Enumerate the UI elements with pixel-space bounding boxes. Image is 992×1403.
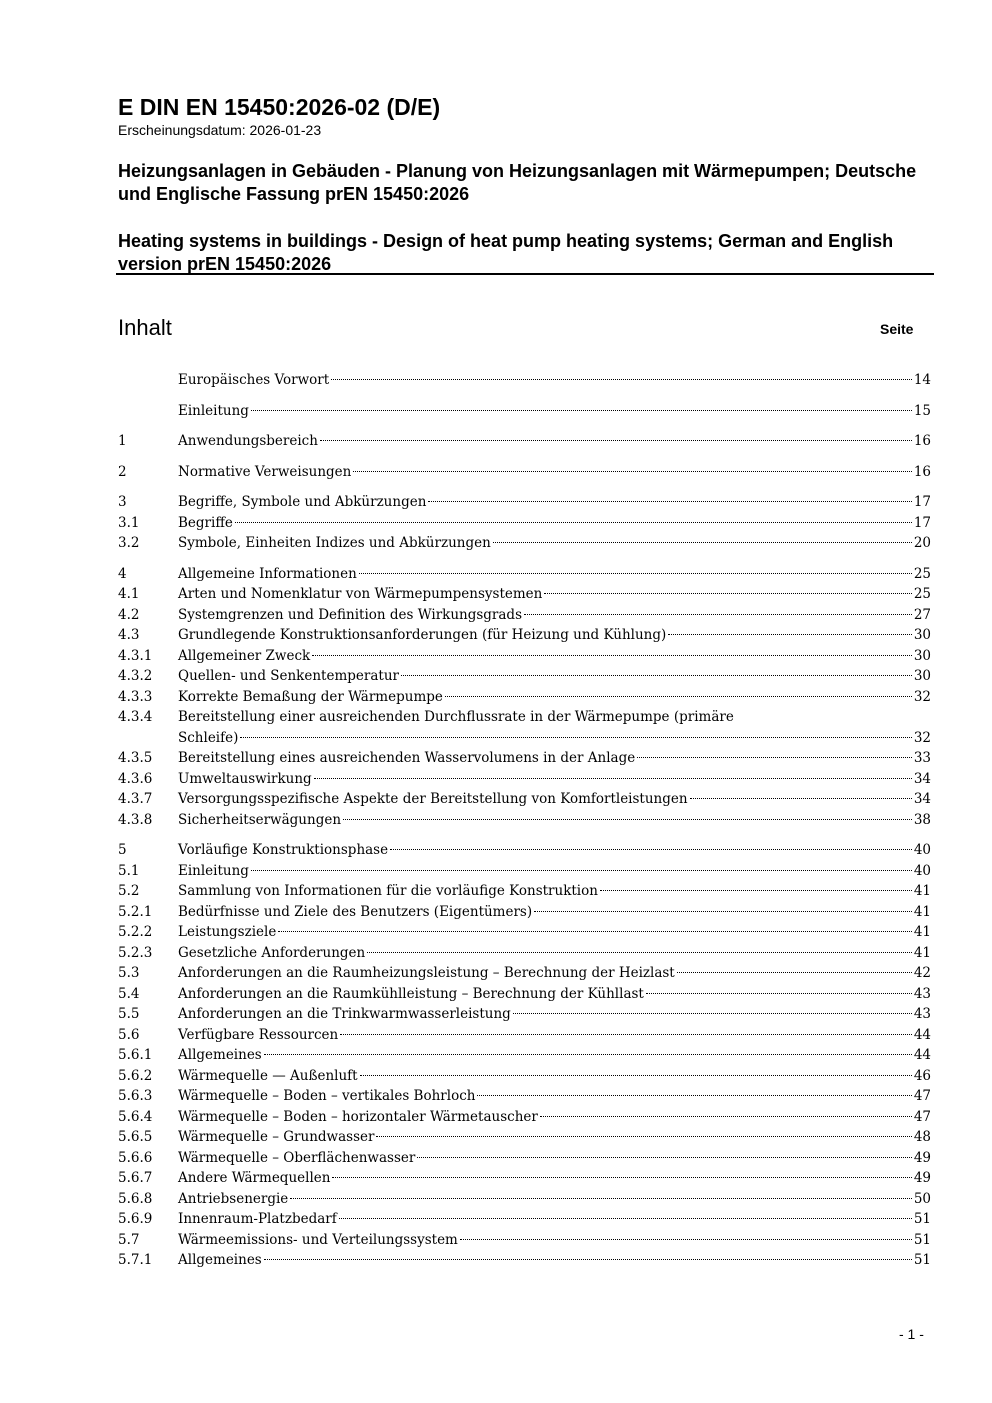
toc-leader-dots [477, 1095, 911, 1096]
toc-entry-number: 5.6.3 [118, 1088, 153, 1104]
toc-entry[interactable] [118, 861, 931, 882]
toc-entry-page: 16 [913, 433, 931, 449]
toc-entry-title: Bereitstellung einer ausreichenden Durchflussrate in der Wärmepumpe (primäre [178, 709, 734, 725]
toc-entry[interactable] [118, 1209, 931, 1230]
toc-entry-page: 30 [913, 627, 931, 643]
toc-entry-number: 4 [118, 565, 127, 582]
toc-entry-page: 16 [913, 463, 931, 480]
toc-entry-number: 4.3.1 [118, 647, 153, 664]
toc-entry-title: Sicherheitserwägungen [178, 811, 342, 828]
toc-entry-title: Symbole, Einheiten Indizes und Abkürzungen [178, 535, 491, 551]
toc-entry-number: 5.6 [118, 1026, 140, 1043]
toc-entry-page: 51 [913, 1231, 931, 1248]
toc-entry[interactable] [118, 1025, 931, 1046]
toc-leader-dots [240, 737, 911, 738]
toc-leader-dots [460, 1239, 912, 1240]
toc-leader-dots [278, 931, 912, 932]
toc-entry-page: 44 [913, 1026, 931, 1043]
toc-leader-dots [264, 1054, 912, 1055]
toc-entry-title: Vorläufige Konstruktionsphase [178, 842, 389, 858]
toc-entry-title: Anforderungen an die Raumheizungsleistung – Berechnung der Heizlast [178, 965, 675, 981]
toc-leader-dots [264, 1259, 912, 1260]
toc-leader-dots [367, 952, 912, 953]
toc-entry-title: Einleitung [178, 862, 249, 879]
toc-entry-page: 32 [913, 688, 931, 705]
toc-leader-dots [251, 870, 912, 871]
toc-entry-title: Antriebsenergie [178, 1190, 289, 1207]
toc-leader-dots [540, 1116, 912, 1117]
toc-entry[interactable] [118, 687, 931, 708]
toc-entry-number: 4.3.7 [118, 791, 153, 807]
toc-entry-number: 4.1 [118, 586, 140, 602]
toc-leader-dots [359, 573, 912, 574]
toc-entry[interactable] [118, 462, 931, 483]
toc-entry-number: 2 [118, 463, 127, 480]
toc-entry-page: 41 [913, 924, 931, 940]
toc-entry[interactable] [118, 1250, 931, 1271]
toc-entry-page: 14 [913, 372, 931, 388]
toc-entry-title: Begriffe [178, 514, 233, 531]
toc-leader-dots [331, 379, 912, 380]
toc-leader-dots [312, 655, 912, 656]
toc-entry[interactable] [118, 707, 931, 748]
toc-entry-page: 51 [913, 1252, 931, 1268]
toc-leader-dots [235, 522, 912, 523]
toc-entry-page: 41 [913, 903, 931, 920]
toc-entry[interactable] [118, 922, 931, 943]
toc-entry[interactable] [118, 1107, 931, 1128]
toc-entry[interactable] [118, 513, 931, 534]
toc-leader-dots [524, 614, 912, 615]
toc-leader-dots [544, 593, 911, 594]
toc-entry-number: 3.2 [118, 535, 140, 551]
toc-entry-title: Bereitstellung eines ausreichenden Wasservolumens in der Anlage [178, 750, 636, 766]
toc-entry-title: Bedürfnisse und Ziele des Benutzers (Eigentümers) [178, 903, 533, 920]
table-of-contents [118, 370, 931, 1271]
toc-entry[interactable] [118, 401, 931, 422]
toc-entry-page: 40 [913, 842, 931, 858]
toc-leader-dots [445, 696, 912, 697]
toc-entry-title: Allgemeines [178, 1252, 262, 1268]
toc-entry-title: Wärmequelle – Oberflächenwasser [178, 1149, 416, 1166]
toc-entry[interactable] [118, 533, 931, 554]
toc-entry-number: 5.4 [118, 985, 140, 1002]
title-divider [116, 273, 934, 275]
toc-entry-page: 30 [913, 668, 931, 684]
toc-leader-dots [376, 1136, 911, 1137]
toc-entry[interactable] [118, 902, 931, 923]
title-german: Heizungsanlagen in Gebäuden - Planung von Heizungsanlagen mit Wärmepumpen; Deutsche und Englische Fassung prEN 15450:2026 [118, 161, 917, 204]
toc-entry-number: 5.6.5 [118, 1129, 153, 1145]
toc-entry-number: 4.3.6 [118, 770, 153, 787]
toc-entry[interactable] [118, 625, 931, 646]
toc-entry-title: Korrekte Bemaßung der Wärmepumpe [178, 688, 443, 705]
toc-leader-dots [340, 1034, 912, 1035]
toc-entry[interactable] [118, 943, 931, 964]
toc-entry-page: 27 [913, 606, 931, 623]
toc-entry-title: Verfügbare Ressourcen [178, 1026, 339, 1043]
toc-entry-title: Allgemeines [178, 1047, 262, 1063]
toc-entry-number: 5.2.1 [118, 903, 153, 920]
toc-leader-dots [646, 993, 912, 994]
toc-entry-page: 48 [913, 1129, 931, 1145]
toc-leader-dots [314, 778, 912, 779]
toc-entry[interactable] [118, 1168, 931, 1189]
toc-entry-number: 5.1 [118, 862, 140, 879]
toc-leader-dots [637, 757, 912, 758]
toc-entry-title: Wärmequelle — Außenluft [178, 1067, 358, 1084]
toc-entry-number: 5.2.3 [118, 944, 153, 961]
toc-entry[interactable] [118, 881, 931, 902]
toc-entry-title: Begriffe, Symbole und Abkürzungen [178, 494, 427, 510]
toc-entry-title: Sammlung von Informationen für die vorläufige Konstruktion [178, 883, 598, 899]
toc-entry-page: 47 [913, 1108, 931, 1125]
toc-entry-title: Arten und Nomenklatur von Wärmepumpensystemen [178, 586, 543, 602]
toc-entry-title: Innenraum-Platzbedarf [178, 1211, 337, 1227]
toc-leader-dots [290, 1198, 912, 1199]
toc-leader-dots [390, 849, 912, 850]
toc-entry[interactable] [118, 1066, 931, 1087]
toc-heading: Inhalt [118, 315, 172, 340]
toc-entry-number: 4.3.4 [118, 709, 153, 725]
toc-entry[interactable] [118, 431, 931, 452]
toc-entry-title: Allgemeine Informationen [178, 565, 357, 582]
toc-entry-number: 5.6.2 [118, 1067, 153, 1084]
toc-entry-page: 38 [913, 811, 931, 828]
toc-entry-title: Wärmequelle – Grundwasser [178, 1129, 375, 1145]
toc-entry[interactable] [118, 810, 931, 831]
toc-leader-dots [677, 972, 912, 973]
toc-entry-page: 43 [913, 1006, 931, 1022]
toc-entry[interactable] [118, 1189, 931, 1210]
toc-entry-number: 5.7.1 [118, 1252, 153, 1268]
toc-entry-page: 34 [913, 770, 931, 787]
toc-entry-title: Systemgrenzen und Definition des Wirkungsgrads [178, 606, 523, 623]
toc-entry[interactable] [118, 1148, 931, 1169]
toc-entry-page: 47 [913, 1088, 931, 1104]
toc-entry[interactable] [118, 1127, 931, 1148]
toc-entry-page: 41 [913, 883, 931, 899]
toc-entry[interactable] [118, 666, 931, 687]
toc-leader-dots [493, 542, 912, 543]
toc-entry-page: 49 [913, 1149, 931, 1166]
toc-entry-title: Leistungsziele [178, 924, 277, 940]
toc-entry[interactable] [118, 1230, 931, 1251]
publication-date: Erscheinungsdatum: 2026-01-23 [118, 122, 322, 138]
toc-entry-number: 4.2 [118, 606, 140, 623]
toc-entry-number: 4.3 [118, 627, 140, 643]
toc-entry-number: 5.7 [118, 1231, 140, 1248]
toc-leader-dots [534, 911, 912, 912]
toc-entry-page: 17 [913, 514, 931, 531]
toc-entry[interactable] [118, 370, 931, 391]
toc-entry[interactable] [118, 646, 931, 667]
toc-entry-number: 5.6.8 [118, 1190, 153, 1207]
toc-entry-number: 1 [118, 433, 127, 449]
toc-entry-page: 40 [913, 862, 931, 879]
toc-entry[interactable] [118, 748, 931, 769]
toc-entry-title: Umweltauswirkung [178, 770, 312, 787]
toc-leader-dots [320, 440, 912, 441]
toc-entry-number: 5.6.7 [118, 1170, 153, 1186]
toc-entry-number: 4.3.2 [118, 668, 153, 684]
toc-entry-page: 25 [913, 565, 931, 582]
page-number: - 1 - [899, 1326, 924, 1342]
toc-entry-page: 17 [913, 494, 931, 510]
toc-leader-dots [332, 1177, 911, 1178]
toc-leader-dots [343, 819, 912, 820]
toc-entry-title: Normative Verweisungen [178, 463, 352, 480]
toc-entry-number: 5 [118, 842, 127, 858]
toc-entry-page: 44 [913, 1047, 931, 1063]
toc-entry-number: 5.6.9 [118, 1211, 153, 1227]
toc-entry-title: Einleitung [178, 402, 249, 419]
toc-entry-page: 15 [913, 402, 931, 419]
toc-entry[interactable] [118, 840, 931, 861]
toc-leader-dots [600, 890, 912, 891]
toc-entry-page: 51 [913, 1211, 931, 1227]
toc-entry-page: 42 [913, 965, 931, 981]
toc-entry-number: 5.5 [118, 1006, 140, 1022]
toc-entry-page: 34 [913, 791, 931, 807]
toc-entry-number: 5.3 [118, 965, 140, 981]
toc-entry[interactable] [118, 1045, 931, 1066]
toc-entry-title: Wärmequelle – Boden – horizontaler Wärmetauscher [178, 1108, 538, 1125]
toc-entry-number: 5.2 [118, 883, 140, 899]
toc-entry[interactable] [118, 984, 931, 1005]
toc-leader-dots [360, 1075, 912, 1076]
toc-entry[interactable] [118, 789, 931, 810]
toc-entry-title: Allgemeiner Zweck [178, 647, 311, 664]
toc-entry-title: Versorgungsspezifische Aspekte der Bereitstellung von Komfortleistungen [178, 791, 688, 807]
toc-leader-dots [417, 1157, 911, 1158]
toc-entry-title: Andere Wärmequellen [178, 1170, 331, 1186]
toc-entry-number: 3.1 [118, 514, 140, 531]
toc-leader-dots [668, 634, 912, 635]
toc-entry-page: 46 [913, 1067, 931, 1084]
toc-entry-title: Anforderungen an die Raumkühlleistung – Berechnung der Kühllast [178, 985, 644, 1002]
toc-entry[interactable] [118, 584, 931, 605]
toc-entry[interactable] [118, 564, 931, 585]
toc-entry-number: 4.3.8 [118, 811, 153, 828]
document-id: E DIN EN 15450:2026-02 (D/E) [118, 94, 441, 120]
toc-entry-page: 32 [913, 729, 931, 746]
toc-entry[interactable] [118, 1004, 931, 1025]
toc-entry[interactable] [118, 1086, 931, 1107]
toc-entry-page: 50 [913, 1190, 931, 1207]
toc-entry-number: 4.3.3 [118, 688, 153, 705]
toc-entry[interactable] [118, 605, 931, 626]
toc-entry-title: Anwendungsbereich [178, 433, 318, 449]
toc-entry-page: 25 [913, 586, 931, 602]
toc-entry[interactable] [118, 963, 931, 984]
toc-leader-dots [401, 675, 912, 676]
toc-entry-page: 20 [913, 535, 931, 551]
toc-page-label: Seite [880, 321, 914, 337]
toc-entry-title: Quellen- und Senkentemperatur [178, 668, 399, 684]
toc-leader-dots [251, 410, 912, 411]
toc-entry-number: 4.3.5 [118, 750, 153, 766]
toc-entry[interactable] [118, 492, 931, 513]
toc-entry-title-continued: Schleife) [178, 729, 239, 746]
toc-entry-number: 5.6.6 [118, 1149, 153, 1166]
toc-entry-number: 5.6.4 [118, 1108, 153, 1125]
toc-leader-dots [339, 1218, 912, 1219]
toc-leader-dots [690, 798, 912, 799]
toc-entry-title: Europäisches Vorwort [178, 372, 330, 388]
toc-entry-page: 33 [913, 750, 931, 766]
toc-entry-number: 3 [118, 494, 127, 510]
toc-leader-dots [428, 501, 911, 502]
toc-entry-page: 49 [913, 1170, 931, 1186]
toc-entry-page: 43 [913, 985, 931, 1002]
toc-leader-dots [353, 471, 911, 472]
toc-entry-title: Gesetzliche Anforderungen [178, 944, 366, 961]
toc-entry-title: Wärmequelle – Boden – vertikales Bohrloch [178, 1088, 476, 1104]
toc-entry-page: 30 [913, 647, 931, 664]
toc-entry-title: Anforderungen an die Trinkwarmwasserleistung [178, 1006, 511, 1022]
toc-entry-title: Grundlegende Konstruktionsanforderungen (für Heizung und Kühlung) [178, 627, 667, 643]
toc-entry-title: Wärmeemissions- und Verteilungssystem [178, 1231, 458, 1248]
title-english: Heating systems in buildings - Design of heat pump heating systems; German and English version prEN 15450:2026 [118, 231, 894, 274]
toc-entry-number: 5.6.1 [118, 1047, 153, 1063]
toc-leader-dots [513, 1013, 912, 1014]
toc-entry-number: 5.2.2 [118, 924, 153, 940]
toc-entry[interactable] [118, 769, 931, 790]
toc-entry-page: 41 [913, 944, 931, 961]
